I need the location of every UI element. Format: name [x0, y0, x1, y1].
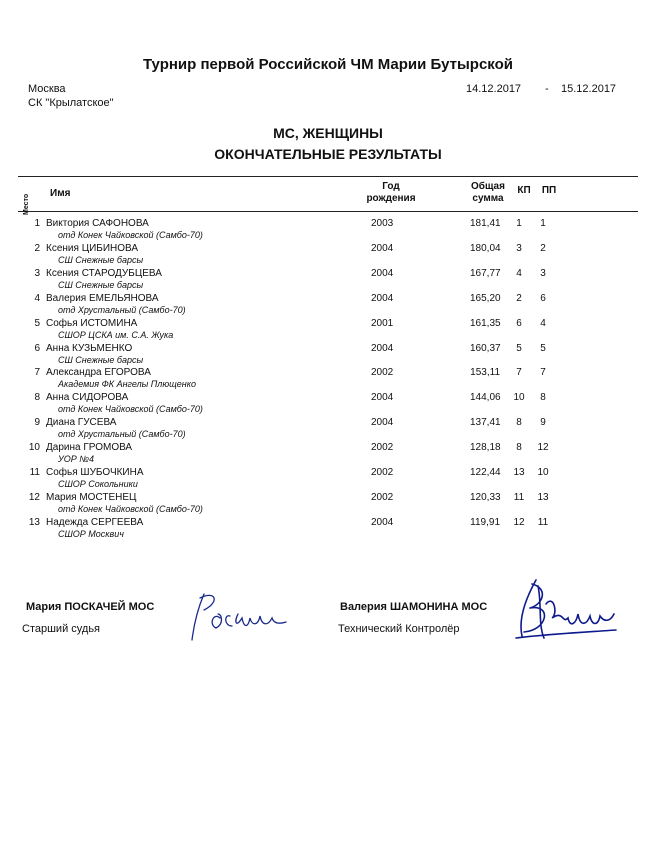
birth-year: 2004 — [371, 242, 394, 254]
free-program-rank: 12 — [537, 442, 549, 454]
short-program-rank: 13 — [513, 467, 525, 478]
place-cell: 12 — [28, 491, 40, 503]
birth-year: 2002 — [371, 442, 394, 454]
table-row — [0, 517, 656, 542]
total-score: 122,44 — [470, 467, 501, 478]
short-program-rank: 8 — [516, 442, 522, 454]
place-cell: 8 — [34, 392, 40, 404]
club-name: отд Конек Чайковской (Самбо-70) — [58, 404, 203, 415]
athlete-name: Софья ИСТОМИНА — [46, 317, 138, 329]
short-program-rank: 5 — [516, 342, 522, 354]
total-score: 180,04 — [470, 242, 501, 254]
category-title: МС, ЖЕНЩИНЫ — [273, 125, 383, 141]
short-program-rank: 3 — [516, 242, 522, 254]
athlete-name: Надежда СЕРГЕЕВА — [46, 516, 144, 528]
club-name: отд Хрустальный (Самбо-70) — [58, 304, 186, 315]
club-name: отд Конек Чайковской (Самбо-70) — [58, 503, 203, 514]
place-cell: 7 — [34, 367, 40, 379]
birth-year: 2004 — [371, 417, 394, 429]
table-row — [0, 243, 656, 268]
club-name: СШОР Сокольники — [58, 479, 138, 489]
athlete-name: Александра ЕГОРОВА — [46, 367, 151, 379]
place-cell: 1 — [34, 218, 40, 229]
table-row — [0, 318, 656, 343]
total-score: 119,91 — [470, 516, 500, 528]
free-program-rank: 7 — [540, 367, 546, 379]
results-table-header — [18, 176, 638, 215]
total-score: 144,06 — [470, 392, 501, 404]
club-name: отд Конек Чайковской (Самбо-70) — [58, 230, 203, 240]
free-program-rank: 1 — [540, 218, 546, 229]
total-score: 160,37 — [470, 342, 501, 354]
controller-signature — [508, 574, 620, 646]
column-total: Общая сумма — [471, 181, 505, 204]
total-score: 161,35 — [470, 317, 501, 329]
short-program-rank: 6 — [516, 317, 522, 329]
table-row — [0, 367, 656, 392]
birth-year: 2004 — [371, 292, 394, 304]
short-program-rank: 1 — [516, 218, 522, 229]
date-from: 14.12.2017 — [466, 83, 522, 95]
referee-signature — [186, 588, 296, 644]
date-separator: - — [545, 83, 549, 95]
birth-year: 2004 — [371, 267, 394, 279]
free-program-rank: 8 — [540, 392, 546, 404]
athlete-name: Ксения ЦИБИНОВА — [46, 242, 139, 254]
controller-role: Технический Контролёр — [338, 623, 460, 635]
club-name: Академия ФК Ангелы Плющенко — [58, 379, 197, 390]
table-row — [0, 417, 656, 442]
table-row — [0, 392, 656, 417]
free-program-rank: 10 — [537, 467, 549, 478]
page-title: Турнир первой Российской ЧМ Марии Бутырской — [142, 56, 514, 73]
athlete-name: Анна КУЗЬМЕНКО — [46, 342, 133, 354]
referee-name: Мария ПОСКАЧЕЙ МОС — [26, 601, 155, 613]
free-program-rank: 9 — [540, 417, 546, 429]
athlete-name: Софья ШУБОЧКИНА — [46, 467, 144, 478]
athlete-name: Валерия ЕМЕЛЬЯНОВА — [46, 292, 159, 304]
free-program-rank: 13 — [537, 491, 549, 503]
table-row — [0, 492, 656, 517]
free-program-rank: 4 — [540, 317, 546, 329]
free-program-rank: 2 — [540, 242, 546, 254]
city: Москва — [28, 83, 66, 95]
column-year: Год рождения — [366, 181, 416, 204]
total-score: 165,20 — [470, 292, 501, 304]
club-name: СШ Снежные барсы — [58, 279, 144, 290]
controller-name: Валерия ШАМОНИНА МОС — [340, 601, 488, 613]
club-name: СШОР ЦСКА им. С.А. Жука — [58, 329, 174, 340]
table-row — [0, 467, 656, 492]
club-name: отд Хрустальный (Самбо-70) — [58, 429, 186, 440]
birth-year: 2002 — [371, 367, 394, 379]
referee-role: Старший судья — [22, 623, 101, 635]
date-to: 15.12.2017 — [561, 83, 617, 95]
birth-year: 2002 — [371, 467, 394, 478]
place-cell: 2 — [34, 242, 40, 254]
total-score: 167,77 — [470, 267, 501, 279]
place-cell: 13 — [28, 516, 40, 528]
total-score: 120,33 — [470, 491, 501, 503]
club-name: СШ Снежные барсы — [58, 254, 144, 265]
total-score: 181,41 — [470, 218, 501, 229]
athlete-name: Анна СИДОРОВА — [46, 392, 129, 404]
column-place: Место — [23, 193, 30, 215]
place-cell: 9 — [34, 417, 40, 429]
club-name: СШ Снежные барсы — [58, 354, 144, 365]
place-cell: 10 — [28, 442, 40, 454]
column-free-program: ПП — [541, 185, 557, 196]
short-program-rank: 11 — [513, 491, 525, 503]
free-program-rank: 11 — [537, 516, 549, 528]
athlete-name: Диана ГУСЕВА — [46, 417, 117, 429]
athlete-name: Мария МОСТЕНЕЦ — [46, 491, 137, 503]
short-program-rank: 7 — [516, 367, 522, 379]
short-program-rank: 10 — [513, 392, 525, 404]
short-program-rank: 2 — [516, 292, 522, 304]
short-program-rank: 8 — [516, 417, 522, 429]
birth-year: 2003 — [371, 218, 394, 229]
table-row — [0, 293, 656, 318]
birth-year: 2002 — [371, 491, 394, 503]
free-program-rank: 5 — [540, 342, 546, 354]
birth-year: 2004 — [371, 516, 394, 528]
table-row — [0, 442, 656, 467]
free-program-rank: 3 — [540, 267, 546, 279]
place-cell: 11 — [29, 467, 40, 478]
total-score: 153,11 — [470, 367, 500, 379]
birth-year: 2001 — [371, 317, 394, 329]
table-row — [0, 218, 656, 243]
results-subtitle: ОКОНЧАТЕЛЬНЫЕ РЕЗУЛЬТАТЫ — [214, 146, 442, 162]
venue: СК "Крылатское" — [28, 97, 114, 109]
birth-year: 2004 — [371, 392, 394, 404]
short-program-rank: 12 — [513, 516, 525, 528]
club-name: СШОР Москвич — [58, 528, 124, 539]
athlete-name: Виктория САФОНОВА — [46, 218, 149, 229]
place-cell: 6 — [34, 342, 40, 354]
free-program-rank: 6 — [540, 292, 546, 304]
total-score: 128,18 — [470, 442, 501, 454]
table-row — [0, 343, 656, 368]
place-cell: 4 — [34, 292, 40, 304]
table-row — [0, 268, 656, 293]
place-cell: 5 — [34, 317, 40, 329]
club-name: УОР №4 — [58, 454, 95, 465]
column-short-program: КП — [517, 185, 531, 196]
athlete-name: Дарина ГРОМОВА — [46, 442, 133, 454]
place-cell: 3 — [34, 267, 40, 279]
birth-year: 2004 — [371, 342, 394, 354]
athlete-name: Ксения СТАРОДУБЦЕВА — [46, 267, 162, 279]
column-name: Имя — [50, 188, 71, 199]
short-program-rank: 4 — [516, 267, 522, 279]
total-score: 137,41 — [470, 417, 501, 429]
